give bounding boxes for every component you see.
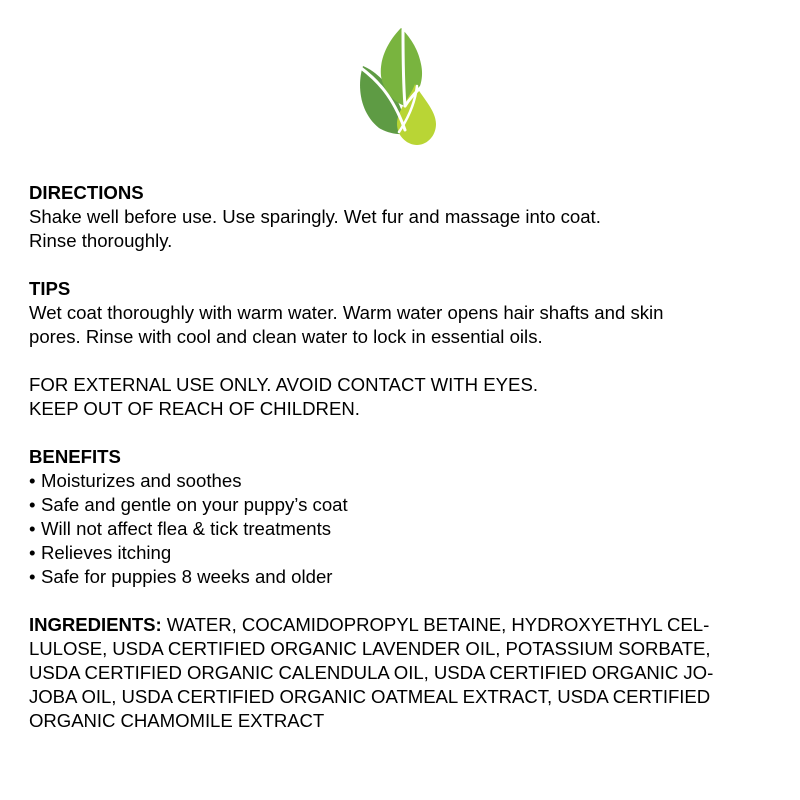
list-item: • Will not affect flea & tick treatments: [29, 518, 332, 539]
ingredients-line-5: ORGANIC CHAMOMILE EXTRACT: [29, 710, 325, 731]
directions-line-1: Shake well before use. Use sparingly. Wet fur and massage into coat.: [29, 206, 601, 227]
bullet-icon: •: [29, 542, 36, 563]
leaf-droplet-icon: [355, 24, 445, 149]
ingredients-line-1: INGREDIENTS: WATER, COCAMIDOPROPYL BETAINE, HYDROXYETHYL CEL-: [29, 614, 710, 635]
list-item: • Safe and gentle on your puppy’s coat: [29, 494, 348, 515]
directions-line-2: Rinse thoroughly.: [29, 230, 173, 251]
list-item: • Safe for puppies 8 weeks and older: [29, 566, 333, 587]
tips-heading: TIPS: [29, 278, 71, 299]
bullet-icon: •: [29, 518, 36, 539]
benefits-section: [29, 445, 769, 589]
warning-line-1: FOR EXTERNAL USE ONLY. AVOID CONTACT WITH EYES.: [29, 374, 539, 395]
bullet-icon: •: [29, 494, 36, 515]
directions-heading: DIRECTIONS: [29, 182, 144, 203]
bullet-icon: •: [29, 566, 36, 587]
tips-line-1: Wet coat thoroughly with warm water. Warm water opens hair shafts and skin: [29, 302, 664, 323]
product-label-text: [29, 181, 769, 733]
directions-section: [29, 181, 769, 253]
list-item: • Moisturizes and soothes: [29, 470, 242, 491]
tips-section: [29, 277, 769, 349]
warnings-section: [29, 373, 769, 421]
ingredients-line-3: USDA CERTIFIED ORGANIC CALENDULA OIL, USDA CERTIFIED ORGANIC JO-: [29, 662, 714, 683]
benefits-heading: BENEFITS: [29, 446, 121, 467]
bullet-icon: •: [29, 470, 36, 491]
benefits-list: [29, 469, 769, 589]
ingredients-line-2: LULOSE, USDA CERTIFIED ORGANIC LAVENDER OIL, POTASSIUM SORBATE,: [29, 638, 711, 659]
ingredients-label: INGREDIENTS:: [29, 614, 162, 635]
ingredients-line-4: JOBA OIL, USDA CERTIFIED ORGANIC OATMEAL EXTRACT, USDA CERTIFIED: [29, 686, 711, 707]
warning-line-2: KEEP OUT OF REACH OF CHILDREN.: [29, 398, 360, 419]
ingredients-section: [29, 613, 769, 733]
tips-line-2: pores. Rinse with cool and clean water to lock in essential oils.: [29, 326, 543, 347]
list-item: • Relieves itching: [29, 542, 172, 563]
